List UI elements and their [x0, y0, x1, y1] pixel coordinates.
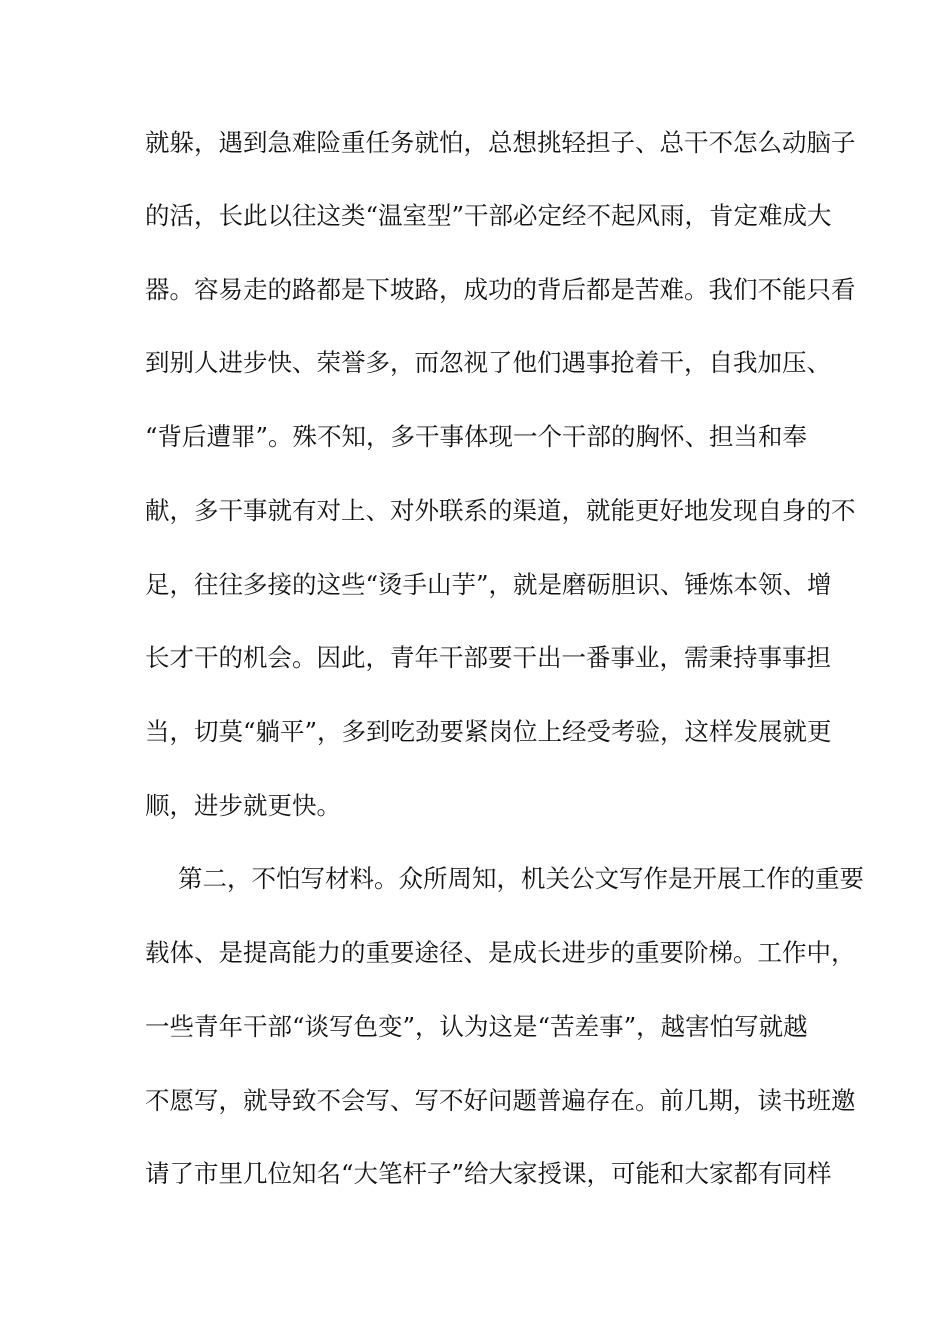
paragraph-line: 请了市里几位知名“大笔杆子”给大家授课，可能和大家都有同样	[145, 1159, 832, 1188]
paragraph-line: 载体、是提高能力的重要途径、是成长进步的重要阶梯。工作中，	[145, 938, 856, 967]
paragraph-line: 当，切莫“躺平”，多到吃劲要紧岗位上经受考验，这样发展就更	[145, 717, 832, 746]
paragraph-line: “背后遭罪”。殊不知，多干事体现一个干部的胸怀、担当和奉	[145, 422, 808, 451]
paragraph-line: 献，多干事就有对上、对外联系的渠道，就能更好地发现自身的不	[145, 496, 856, 525]
paragraph-line: 不愿写，就导致不会写、写不好问题普遍存在。前几期，读书班邀	[145, 1086, 856, 1115]
paragraph-line: 长才干的机会。因此，青年干部要干出一番事业，需秉持事事担	[145, 643, 831, 672]
paragraph-line: 就躲，遇到急难险重任务就怕，总想挑轻担子、总干不怎么动脑子	[145, 128, 856, 157]
paragraph-line: 足，往往多接的这些“烫手山芋”，就是磨砺胆识、锤炼本领、增	[145, 570, 832, 599]
paragraph-line: 第二，不怕写材料。众所周知，机关公文写作是开展工作的重要	[178, 864, 864, 893]
paragraph-line: 器。容易走的路都是下坡路，成功的背后都是苦难。我们不能只看	[145, 275, 856, 304]
paragraph-line: 一些青年干部“谈写色变”，认为这是“苦差事”，越害怕写就越	[145, 1012, 808, 1041]
paragraph-line: 的活，长此以往这类“温室型”干部必定经不起风雨，肯定难成大	[145, 201, 832, 230]
paragraph-line: 到别人进步快、荣誉多，而忽视了他们遇事抢着干，自我加压、	[145, 348, 831, 377]
paragraph-line: 顺，进步就更快。	[145, 791, 341, 820]
